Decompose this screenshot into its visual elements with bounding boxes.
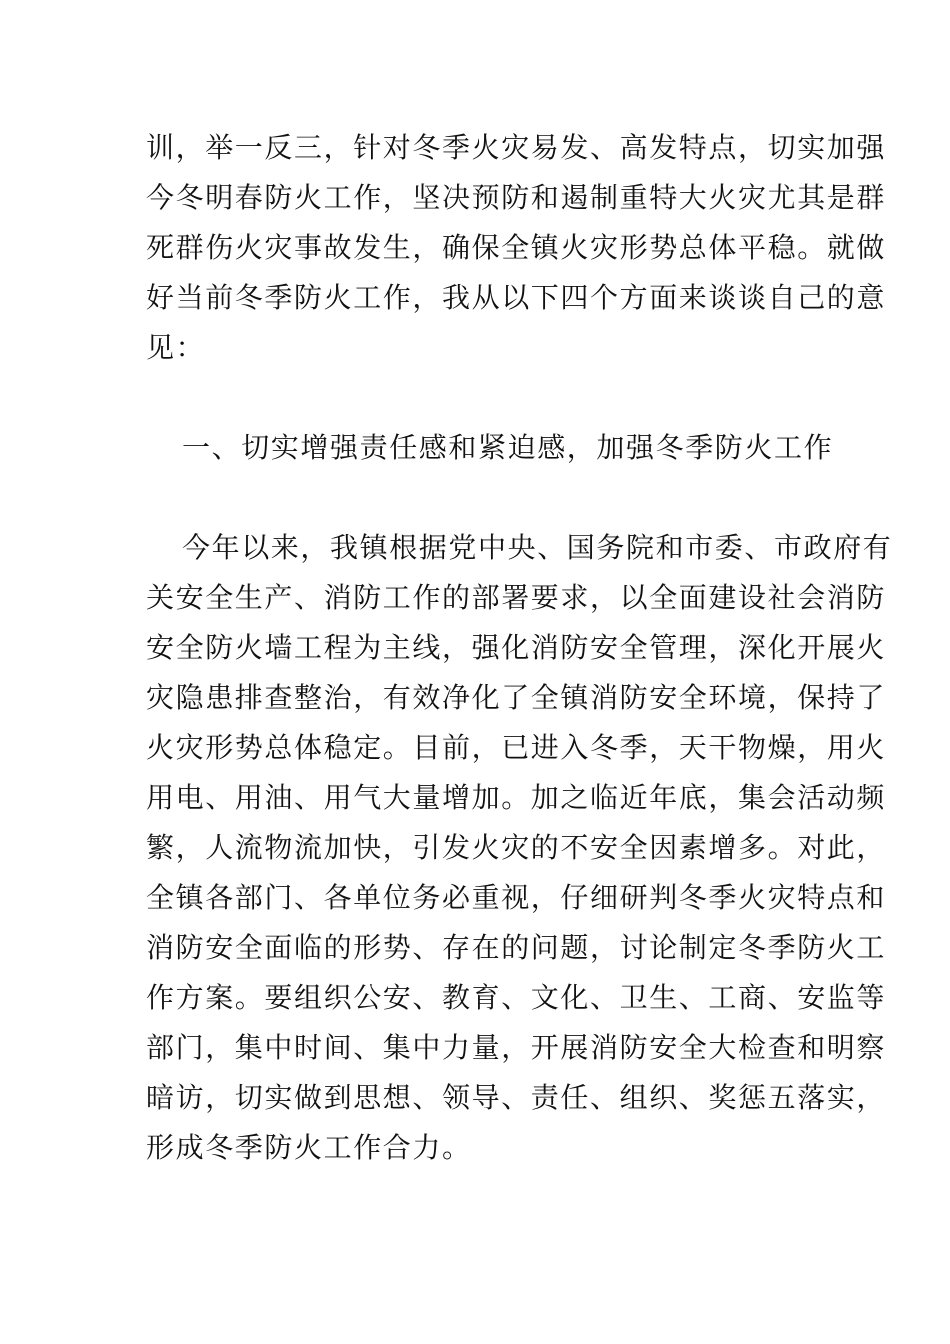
paragraph-1-line: 今冬明春防火工作，坚决预防和遏制重特大火灾尤其是群 xyxy=(146,181,887,214)
paragraph-2-line: 灾隐患排查整治，有效净化了全镇消防安全环境，保持了 xyxy=(146,681,887,714)
paragraph-2-line: 火灾形势总体稳定。目前，已进入冬季，天干物燥，用火 xyxy=(146,731,887,764)
paragraph-2-line: 关安全生产、消防工作的部署要求，以全面建设社会消防 xyxy=(146,581,887,614)
paragraph-2-line: 用电、用油、用气大量增加。加之临近年底，集会活动频 xyxy=(146,781,887,814)
paragraph-2-line: 形成冬季防火工作合力。 xyxy=(146,1131,472,1164)
paragraph-2-line: 消防安全面临的形势、存在的问题，讨论制定冬季防火工 xyxy=(146,931,887,964)
paragraph-2-line: 安全防火墙工程为主线，强化消防安全管理，深化开展火 xyxy=(146,631,887,664)
paragraph-2-line: 部门，集中时间、集中力量，开展消防安全大检查和明察 xyxy=(146,1031,887,1064)
paragraph-1-line: 好当前冬季防火工作，我从以下四个方面来谈谈自己的意 xyxy=(146,281,887,314)
paragraph-2-line: 今年以来，我镇根据党中央、国务院和市委、市政府有 xyxy=(182,531,893,564)
paragraph-1-line: 死群伤火灾事故发生，确保全镇火灾形势总体平稳。就做 xyxy=(146,231,887,264)
section-heading: 一、切实增强责任感和紧迫感，加强冬季防火工作 xyxy=(182,431,834,464)
paragraph-1-line: 训，举一反三，针对冬季火灾易发、高发特点，切实加强 xyxy=(146,131,887,164)
paragraph-2-line: 暗访，切实做到思想、领导、责任、组织、奖惩五落实， xyxy=(146,1081,887,1114)
paragraph-1-line: 见： xyxy=(146,331,206,364)
paragraph-2-line: 作方案。要组织公安、教育、文化、卫生、工商、安监等 xyxy=(146,981,887,1014)
paragraph-2-line: 繁，人流物流加快，引发火灾的不安全因素增多。对此， xyxy=(146,831,887,864)
paragraph-2-line: 全镇各部门、各单位务必重视，仔细研判冬季火灾特点和 xyxy=(146,881,887,914)
